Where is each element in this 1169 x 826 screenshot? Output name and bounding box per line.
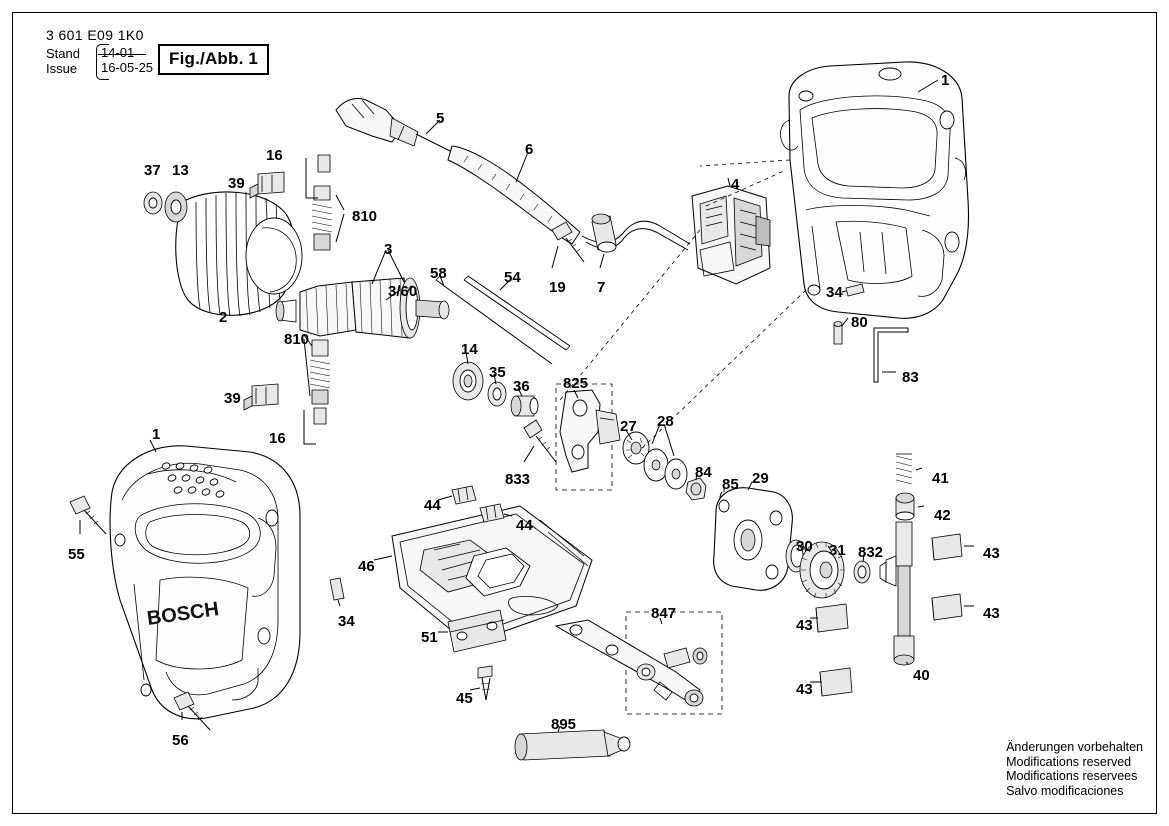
callout-85: 85 <box>722 476 739 493</box>
callout-44-a: 44 <box>424 497 441 514</box>
callout-54: 54 <box>504 269 521 286</box>
bosch-logo-text: BOSCH <box>145 598 221 630</box>
callout-29: 29 <box>752 470 769 487</box>
part-43-shoe-b <box>932 594 962 620</box>
part-84-nut <box>686 478 706 500</box>
callout-16-b: 16 <box>269 430 286 447</box>
part-16-brush-bottom <box>304 408 326 444</box>
callout-825: 825 <box>563 375 589 392</box>
part-34-pin-lower <box>330 578 344 600</box>
part-825-lever <box>556 384 620 490</box>
callout-1: 1 <box>941 72 950 89</box>
part-55-screw <box>70 496 106 534</box>
part-43-shoe-c <box>816 604 848 632</box>
figure-label-box: Fig./Abb. 1 <box>158 44 269 75</box>
callout-2: 2 <box>219 309 228 326</box>
callout-39-b: 39 <box>224 390 241 407</box>
part-stator <box>176 192 302 316</box>
callout-14: 14 <box>461 341 478 358</box>
callout-31: 31 <box>829 542 846 559</box>
part-810-spring-top <box>312 186 332 250</box>
callout-28: 28 <box>657 413 674 430</box>
stand-label: Stand <box>46 46 80 61</box>
callout-810-a: 810 <box>352 208 378 225</box>
footer-line-fr: Modifications reservees <box>1006 769 1138 783</box>
part-41-spring <box>896 454 912 484</box>
part-40-plunger <box>880 522 914 665</box>
part-44-clip-a <box>452 486 476 504</box>
callout-847: 847 <box>651 605 677 622</box>
part-number-code: 3 601 E09 1K0 <box>46 27 144 43</box>
issue-label: Issue <box>46 61 78 76</box>
callout-84: 84 <box>695 464 712 481</box>
part-45-screw <box>478 666 492 700</box>
callout-35: 35 <box>489 364 506 381</box>
part-58-needle <box>436 276 552 364</box>
part-832-circlip <box>854 561 870 583</box>
callout-43-a: 43 <box>983 545 1000 562</box>
superseded-date: 14-01 <box>101 45 135 60</box>
part-13-ring <box>165 192 187 222</box>
footer-disclaimer <box>1006 740 1143 798</box>
part-43-shoe-d <box>820 668 852 696</box>
footer-line-en: Modifications reserved <box>1006 754 1132 769</box>
callout-42: 42 <box>934 507 951 524</box>
footer-line-es: Salvo modificaciones <box>1006 783 1124 798</box>
callout-1-b: 1 <box>152 426 161 443</box>
callout-833: 833 <box>505 471 531 488</box>
callout-39-a: 39 <box>228 175 245 192</box>
callout-45: 45 <box>456 690 473 707</box>
callout-34-a: 34 <box>826 284 843 301</box>
callout-36: 36 <box>513 378 530 395</box>
callout-51: 51 <box>421 629 438 646</box>
part-37-washer <box>144 192 162 214</box>
part-36-sleeve <box>511 396 538 416</box>
callout-6: 6 <box>525 141 534 158</box>
part-80-pin <box>834 322 842 345</box>
callout-44-b: 44 <box>516 517 533 534</box>
callout-56: 56 <box>172 732 189 749</box>
callout-80: 80 <box>851 314 868 331</box>
part-housing-half-right <box>780 62 968 318</box>
part-39-brush-holder-bottom <box>244 384 278 410</box>
callout-55: 55 <box>68 546 85 563</box>
part-housing-half-left <box>110 446 300 719</box>
part-35-washer <box>488 382 506 406</box>
callout-40: 40 <box>913 667 930 684</box>
callout-13: 13 <box>172 162 189 179</box>
callout-83: 83 <box>902 369 919 386</box>
part-armature <box>276 278 449 338</box>
callout-3: 3 <box>384 241 393 258</box>
callout-16-a: 16 <box>266 147 283 164</box>
callout-37: 37 <box>144 162 161 179</box>
part-19-screw <box>552 222 584 262</box>
callout-27: 27 <box>620 418 637 435</box>
callout-810-b: 810 <box>284 331 310 348</box>
callout-58: 58 <box>430 265 447 282</box>
callout-3-60: 3/60 <box>388 283 418 300</box>
part-6-cord <box>448 146 690 250</box>
part-28-disc-b <box>665 459 687 489</box>
callout-30: 30 <box>796 538 813 555</box>
callout-46: 46 <box>358 558 375 575</box>
footer-line-de: Änderungen vorbehalten <box>1006 740 1143 754</box>
part-895-tube <box>515 730 630 760</box>
callout-41: 41 <box>932 470 949 487</box>
part-847-linkage <box>556 612 722 714</box>
part-43-shoe-a <box>932 534 962 560</box>
callout-895: 895 <box>551 716 577 733</box>
callout-7: 7 <box>597 279 606 296</box>
callout-34-b: 34 <box>338 613 355 630</box>
part-833-screw <box>524 420 556 462</box>
callout-5: 5 <box>436 110 445 127</box>
part-810-spring-bottom <box>310 340 330 404</box>
part-39-brush-holder-top <box>250 172 284 198</box>
part-28-disc-a <box>644 449 668 481</box>
part-42-cap <box>896 493 914 520</box>
callout-43-b: 43 <box>983 605 1000 622</box>
part-29-cover <box>714 488 793 591</box>
current-date: 16-05-25 <box>101 60 154 75</box>
callout-832: 832 <box>858 544 884 561</box>
part-4-switch <box>692 186 770 284</box>
callout-19: 19 <box>549 279 566 296</box>
callout-43-d: 43 <box>796 681 813 698</box>
part-14-bearing <box>453 362 483 400</box>
callout-4: 4 <box>731 176 740 193</box>
callout-43-c: 43 <box>796 617 813 634</box>
